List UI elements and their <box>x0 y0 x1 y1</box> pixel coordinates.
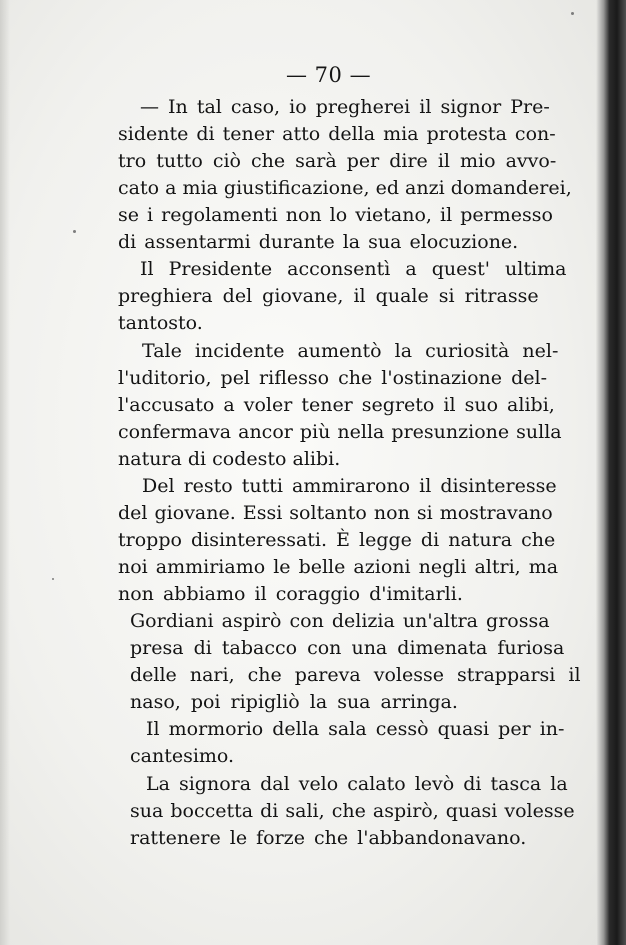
text-line: preghiera del giovane, il quale si ritrasse <box>118 285 539 307</box>
text-line: cato a mia giustificazione, ed anzi domanderei, <box>118 177 572 199</box>
paper-speck <box>73 230 76 233</box>
text-line: tantosto. <box>118 312 203 334</box>
text-line: di assentarmi durante la sua elocuzione. <box>118 231 519 253</box>
paper-speck <box>571 12 574 15</box>
text-line: non abbiamo il coraggio d'imitarli. <box>118 583 463 605</box>
text-line: l'uditorio, pel riflesso che l'ostinazione del- <box>118 367 547 389</box>
text-line: rattenere le forze che l'abbandonavano. <box>130 827 527 849</box>
text-line: naso, poi ripigliò la sua arringa. <box>130 691 458 713</box>
text-line: troppo disinteressati. È legge di natura che <box>118 529 556 551</box>
text-line: l'accusato a voler tener segreto il suo alibi, <box>118 394 555 416</box>
text-line: sua boccetta di sali, che aspirò, quasi volesse <box>130 800 575 822</box>
text-line: del giovane. Essi soltanto non si mostravano <box>118 502 553 524</box>
text-line: La signora dal velo calato levò di tasca la <box>146 773 568 795</box>
page-edge-shadow <box>0 0 10 945</box>
text-line: tro tutto ciò che sarà per dire il mio avvo- <box>118 150 557 172</box>
text-line: noi ammiriamo le belle azioni negli altri, ma <box>118 556 559 578</box>
text-line: Il Presidente acconsentì a quest' ultima <box>140 258 567 280</box>
text-line: se i regolamenti non lo vietano, il permesso <box>118 204 553 226</box>
text-line: cantesimo. <box>130 745 235 767</box>
text-line: — In tal caso, io pregherei il signor Pre- <box>140 96 550 118</box>
text-line: presa di tabacco con una dimenata furiosa <box>130 637 565 659</box>
text-line: Il mormorio della sala cessò quasi per in- <box>146 718 565 740</box>
text-line: Gordiani aspirò con delizia un'altra grossa <box>130 610 550 632</box>
book-binding-edge <box>596 0 626 945</box>
text-line: natura di codesto alibi. <box>118 448 341 470</box>
page-number: — 70 — <box>286 63 372 87</box>
text-line: Del resto tutti ammirarono il disinteresse <box>142 475 557 497</box>
text-line: delle nari, che pareva volesse strapparsi il <box>130 664 581 686</box>
paper-speck <box>52 578 54 580</box>
text-line: confermava ancor più nella presunzione sulla <box>118 421 562 443</box>
text-line: Tale incidente aumentò la curiosità nel- <box>142 340 559 362</box>
text-line: sidente di tener atto della mia protesta con- <box>118 123 556 145</box>
